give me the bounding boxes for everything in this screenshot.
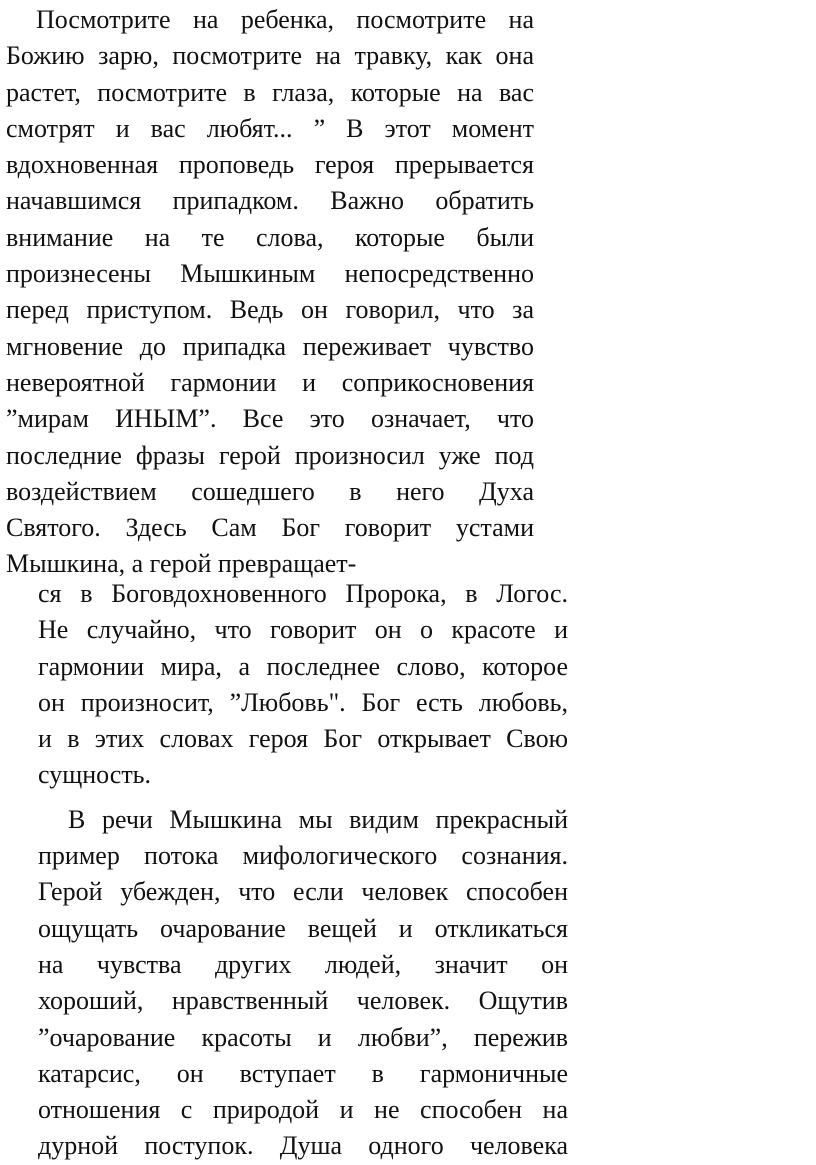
text-line: растет, посмотрите в глаза, которые на вас	[6, 77, 534, 107]
text-line: вдохновенная проповедь героя прерывается	[6, 150, 534, 180]
text-line: начавшимся припадком. Важно обратить	[6, 186, 534, 216]
text-line: смотрят и вас любят... ” В этот момент	[6, 113, 534, 143]
text-line: ”очарование красоты и любви”, пережив	[38, 1022, 568, 1052]
text-line: на чувства других людей, значит он	[38, 949, 568, 979]
text-line: невероятной гармонии и соприкосновения	[6, 367, 534, 397]
text-line: отношения с природой и не способен на	[38, 1095, 568, 1125]
text-line: перед приступом. Ведь он говорил, что за	[6, 295, 534, 325]
text-line: внимание на те слова, которые были	[6, 222, 534, 252]
text-line: Посмотрите на ребенка, посмотрите на	[36, 5, 534, 34]
text-line: Божию зарю, посмотрите на травку, как она	[6, 41, 534, 71]
text-line: Герой убежден, что если человек способен	[38, 877, 568, 907]
top-text-block	[6, 2, 534, 583]
paragraph-gap	[38, 794, 568, 802]
text-line: воздействием сошедшего в него Духа	[6, 476, 534, 506]
text-line: и в этих словах героя Бог открывает Свою	[38, 724, 568, 754]
text-line: сущность.	[38, 760, 152, 790]
text-line: мгновение до припадка переживает чувство	[6, 331, 534, 361]
text-line: дурной поступок. Душа одного человека	[38, 1131, 568, 1161]
bottom-text-block	[38, 576, 568, 1165]
text-line: Святого. Здесь Сам Бог говорит устами	[6, 513, 534, 543]
text-line: катарсис, он вступает в гармоничные	[38, 1058, 568, 1088]
text-line: произнесены Мышкиным непосредственно	[6, 259, 534, 289]
text-line: пример потока мифологического сознания.	[38, 841, 568, 871]
text-line: последние фразы герой произносил уже под	[6, 440, 534, 470]
text-line: хороший, нравственный человек. Ощутив	[38, 986, 568, 1016]
text-line: ся в Боговдохновенного Пророка, в Логос.	[38, 579, 568, 608]
text-line: Мышкина, а герой превращает-	[6, 549, 357, 579]
text-line: ”мирам ИНЫМ”. Все это означает, что	[6, 404, 534, 434]
text-line: гармонии мира, а последнее слово, которое	[38, 651, 568, 681]
text-line: Не случайно, что говорит он о красоте и	[38, 615, 568, 645]
text-line: В речи Мышкина мы видим прекрасный	[68, 804, 568, 834]
text-line: он произносит, ”Любовь". Бог есть любовь,	[38, 687, 568, 717]
text-line: ощущать очарование вещей и откликаться	[38, 913, 568, 943]
